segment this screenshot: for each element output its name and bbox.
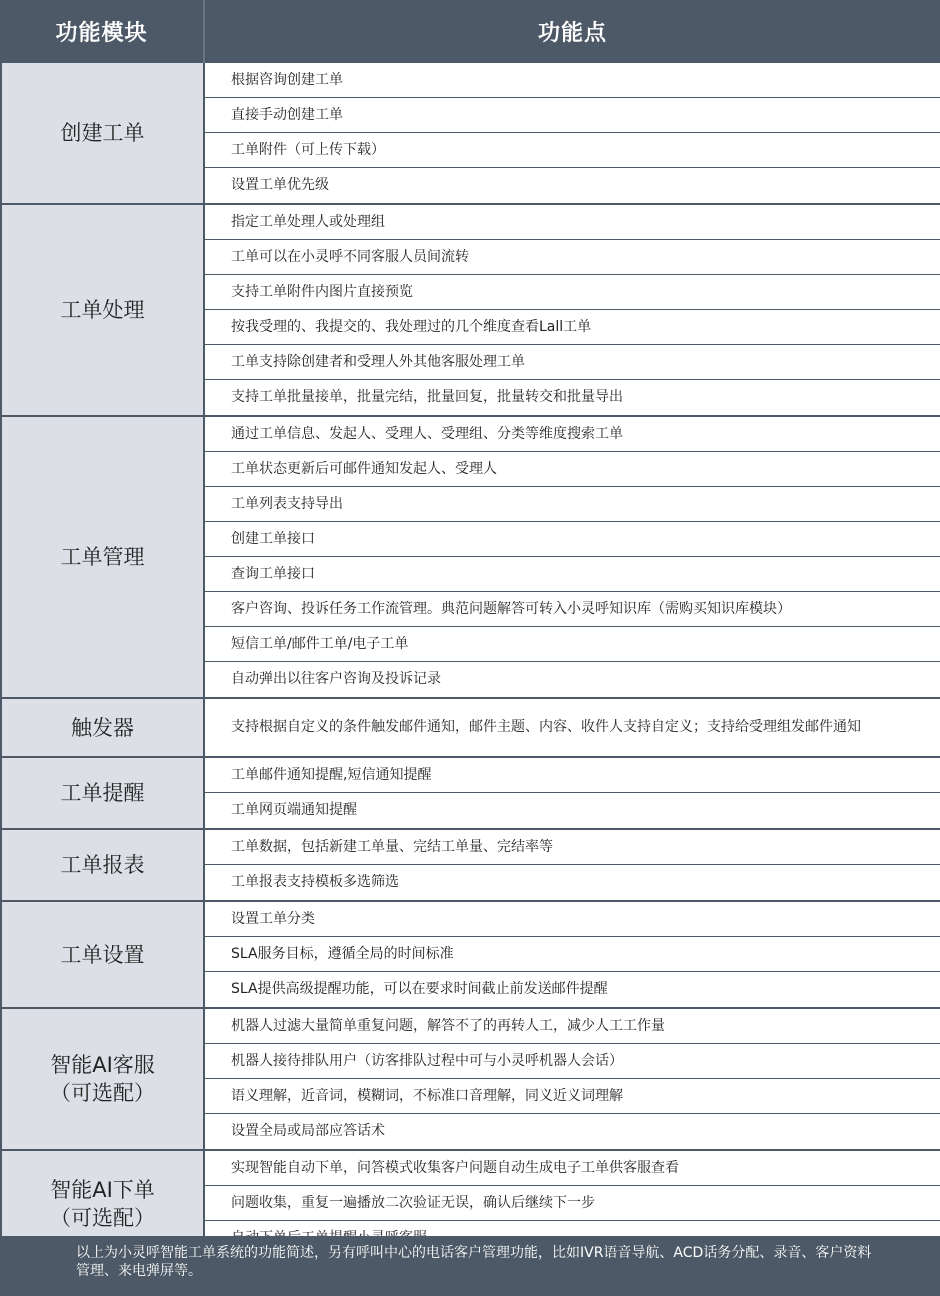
footer-note: 以上为小灵呼智能工单系统的功能简述，另有呼叫中心的电话客户管理功能，比如IVR语音导航、ACD话务分配、录音、客户资料管理、来电弹屏等。 [0, 1236, 940, 1296]
feature-point: 工单网页端通知提醒 [231, 802, 357, 818]
feature-point: 通过工单信息、发起人、受理人、受理组、分类等维度搜索工单 [205, 417, 940, 452]
feature-point: 工单邮件通知提醒,短信通知提醒 [205, 758, 940, 793]
feature-point: 根据咨询创建工单 [205, 63, 940, 98]
feature-point: 直接手动创建工单 [205, 98, 940, 133]
module-row [2, 902, 940, 1009]
feature-point: 支持根据自定义的条件触发邮件通知，邮件主题、内容、收件人支持自定义；支持给受理组发邮件通知 [231, 719, 861, 735]
feature-point: 机器人接待排队用户（访客排队过程中可与小灵呼机器人会话） [205, 1044, 940, 1079]
module-name: 触发器 [2, 699, 205, 756]
feature-point: 设置全局或局部应答话术 [231, 1123, 385, 1139]
module-name: 智能AI下单 （可选配） [2, 1151, 205, 1256]
module-name: 工单管理 [2, 417, 205, 697]
module-points [205, 758, 940, 828]
feature-point: 客户咨询、投诉任务工作流管理。典范问题解答可转入小灵呼知识库（需购买知识库模块） [205, 592, 940, 627]
module-points [205, 63, 940, 203]
feature-point: 工单列表支持导出 [205, 487, 940, 522]
feature-point: 支持工单附件内图片直接预览 [205, 275, 940, 310]
module-points [205, 205, 940, 415]
module-name: 工单提醒 [2, 758, 205, 828]
table-header [0, 0, 940, 63]
feature-point: 问题收集，重复一遍播放二次验证无误，确认后继续下一步 [205, 1186, 940, 1221]
feature-point: 指定工单处理人或处理组 [205, 205, 940, 240]
feature-point: 工单附件（可上传下载） [205, 133, 940, 168]
module-row [2, 1009, 940, 1151]
feature-point: 语义理解，近音词，模糊词，不标准口音理解，同义近义词理解 [205, 1079, 940, 1114]
module-name: 工单设置 [2, 902, 205, 1007]
module-row [2, 758, 940, 830]
feature-table [0, 63, 940, 1258]
feature-point: 实现智能自动下单，问答模式收集客户问题自动生成电子工单供客服查看 [205, 1151, 940, 1186]
module-points [205, 902, 940, 1007]
module-name: 工单处理 [2, 205, 205, 415]
feature-point: 设置工单优先级 [231, 177, 329, 193]
module-row [2, 417, 940, 699]
module-row [2, 63, 940, 205]
feature-point: 工单状态更新后可邮件通知发起人、受理人 [205, 452, 940, 487]
module-points [205, 699, 940, 756]
feature-point: SLA服务目标，遵循全局的时间标准 [205, 937, 940, 972]
feature-point: 支持工单批量接单，批量完结，批量回复，批量转交和批量导出 [231, 389, 623, 405]
module-row [2, 699, 940, 758]
module-points [205, 830, 940, 900]
module-column-header: 功能模块 [0, 0, 205, 63]
feature-point: 机器人过滤大量简单重复问题，解答不了的再转人工，减少人工工作量 [205, 1009, 940, 1044]
points-column-header: 功能点 [537, 21, 607, 46]
feature-point: 创建工单接口 [205, 522, 940, 557]
module-name: 智能AI客服 （可选配） [2, 1009, 205, 1149]
feature-point: 按我受理的、我提交的、我处理过的几个维度查看Lall工单 [205, 310, 940, 345]
feature-point: 查询工单接口 [205, 557, 940, 592]
feature-point: 设置工单分类 [205, 902, 940, 937]
feature-point: 工单报表支持模板多选筛选 [231, 874, 399, 890]
feature-point: 工单数据，包括新建工单量、完结工单量、完结率等 [205, 830, 940, 865]
feature-point: SLA提供高级提醒功能，可以在要求时间截止前发送邮件提醒 [231, 981, 608, 997]
module-name: 创建工单 [2, 63, 205, 203]
module-points [205, 1009, 940, 1149]
feature-point: 自动弹出以往客户咨询及投诉记录 [231, 671, 441, 687]
feature-point: 工单支持除创建者和受理人外其他客服处理工单 [205, 345, 940, 380]
module-points [205, 417, 940, 697]
module-row [2, 205, 940, 417]
module-row [2, 830, 940, 902]
module-name: 工单报表 [2, 830, 205, 900]
feature-point: 工单可以在小灵呼不同客服人员间流转 [205, 240, 940, 275]
feature-point: 短信工单/邮件工单/电子工单 [205, 627, 940, 662]
